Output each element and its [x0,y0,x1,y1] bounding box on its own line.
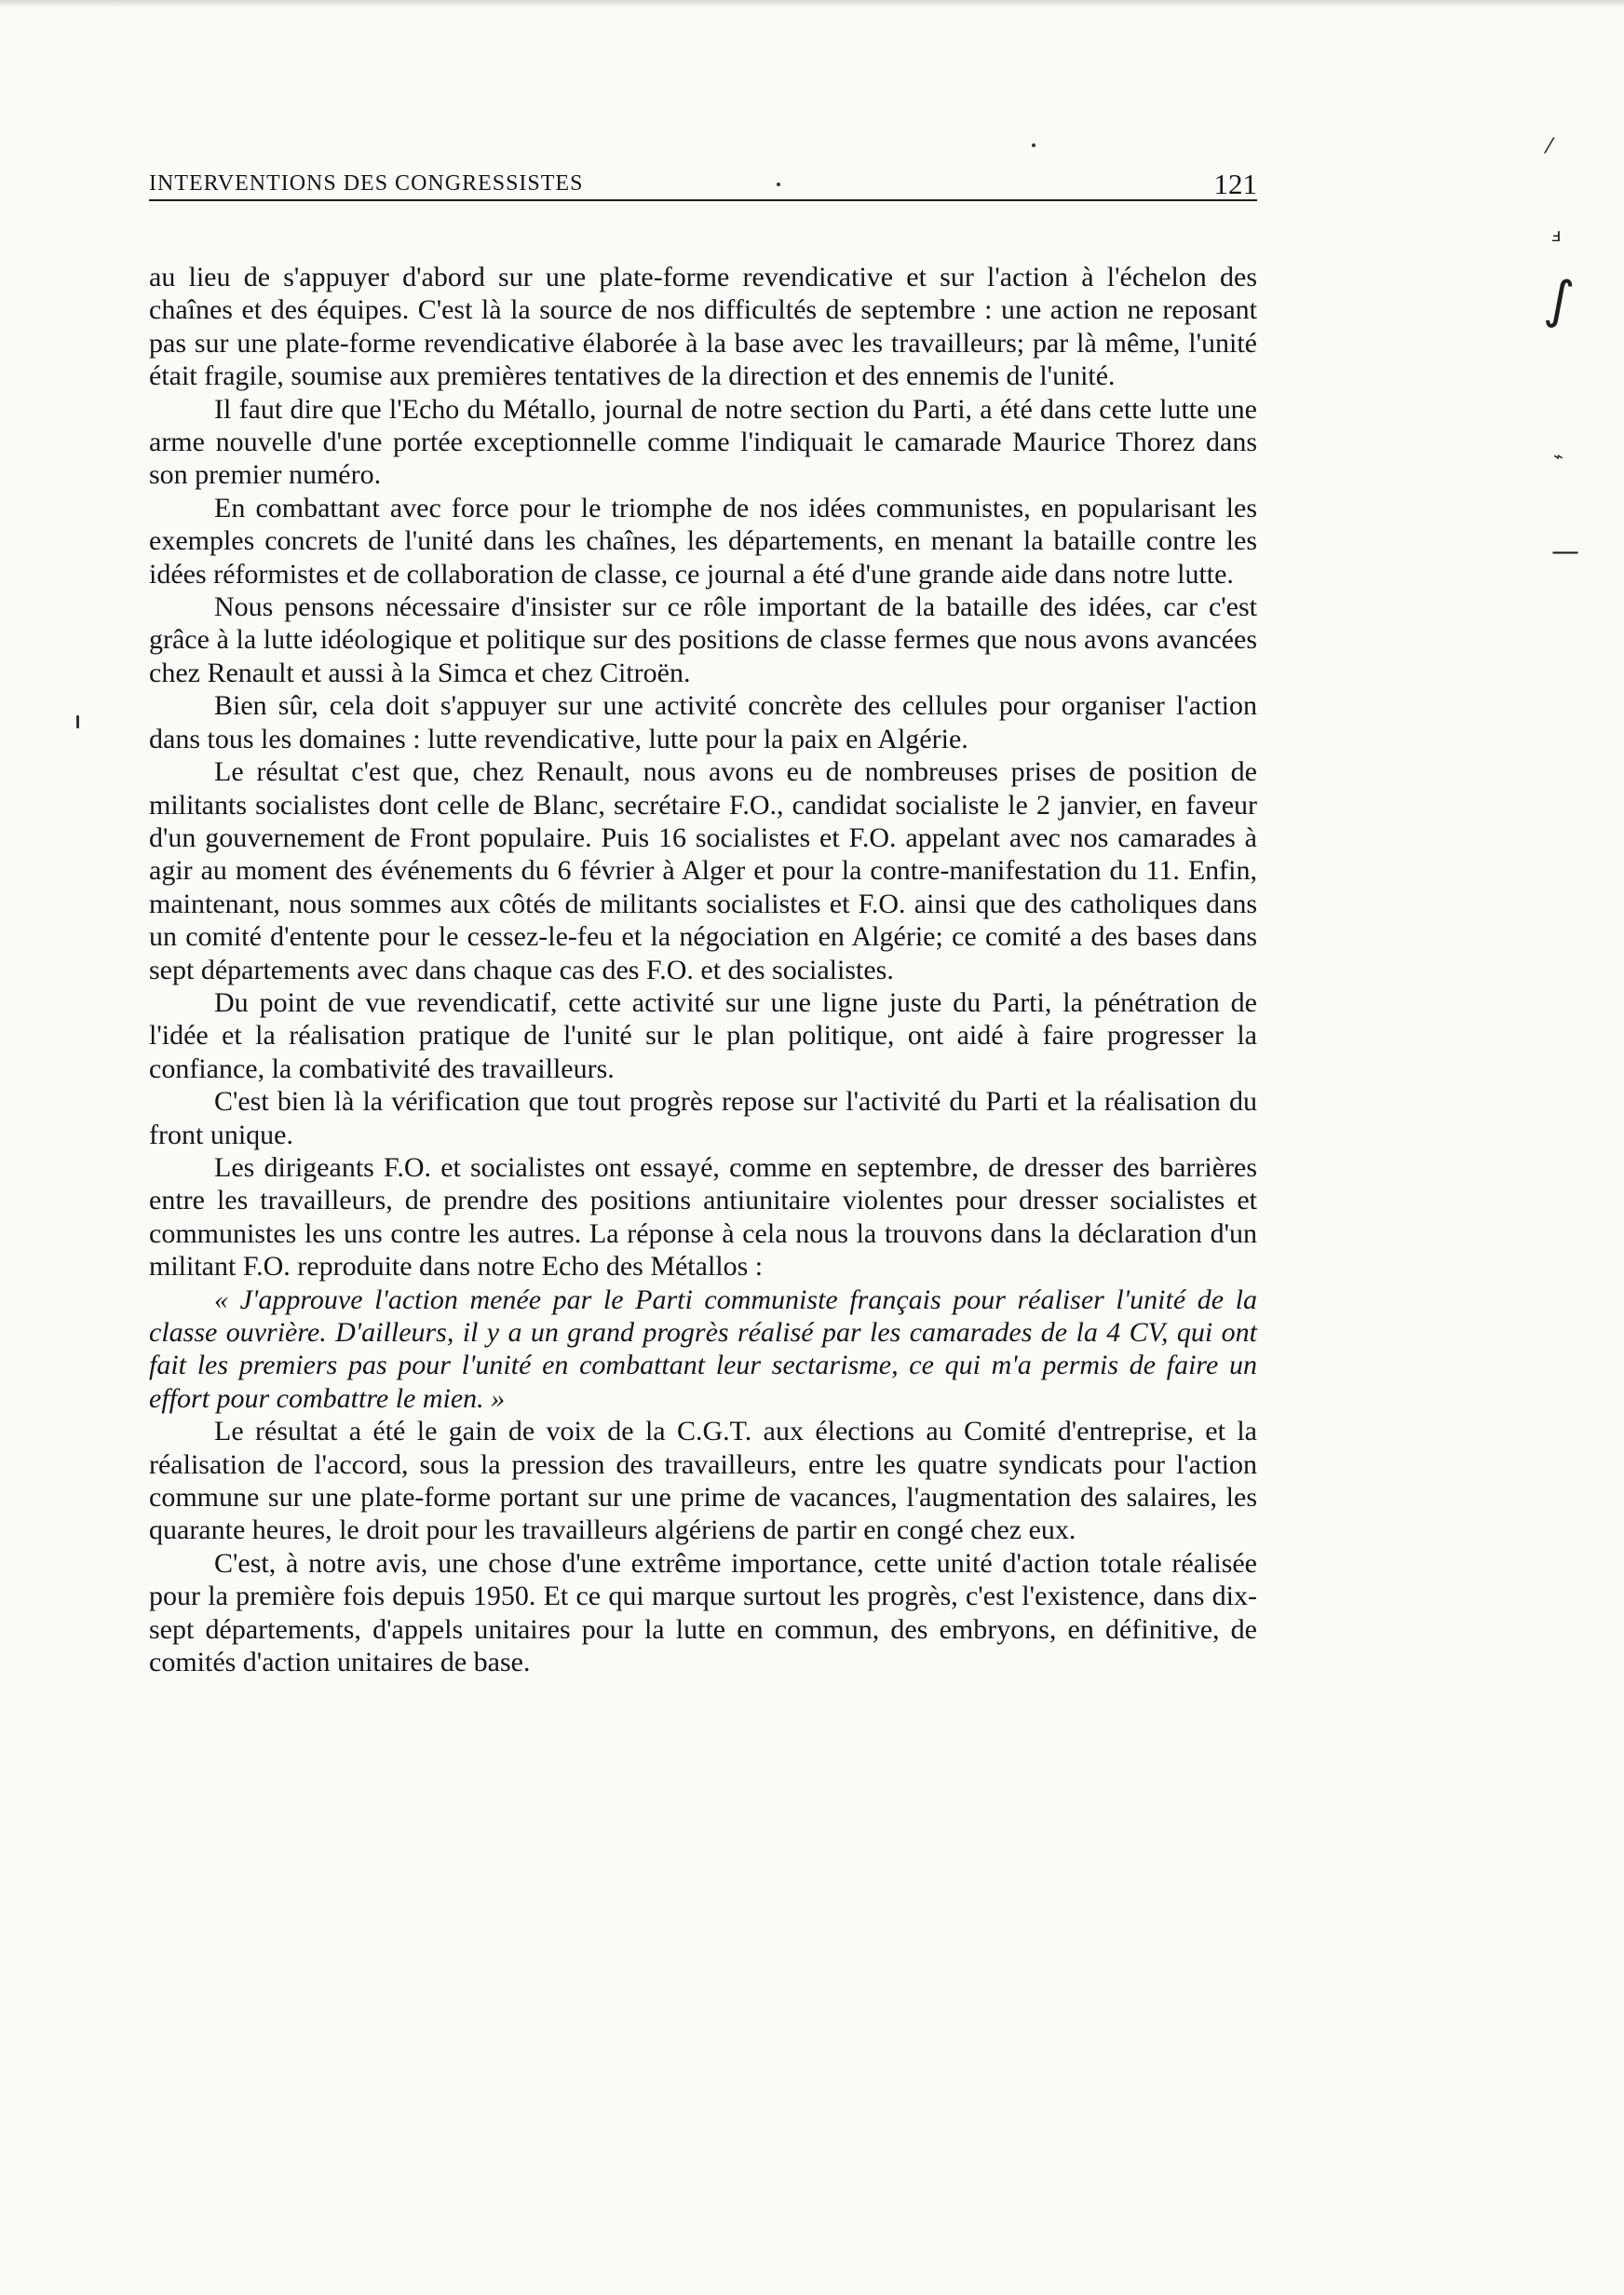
scan-speck [1032,143,1035,147]
paragraph-9: Les dirigeants F.O. et socialistes ont essayé, comme en septembre, de dresser des barrières entre les travailleurs, de prendre des positions antiunitaire violentes pour dresser socialistes et communistes les uns contre les autres. La réponse à cela nous la trouvons dans la déclaration d'un militant F.O. reproduite dans notre Echo des Métallos : [149,1151,1257,1283]
paragraph-8: C'est bien là la vérification que tout progrès repose sur l'activité du Parti et la réalisation du front unique. [149,1086,1257,1150]
paragraph-5: Bien sûr, cela doit s'appuyer sur une activité concrète des cellules pour organiser l'action dans tous les domaines : lutte revendicative, lutte pour la paix en Algérie. [149,690,1257,754]
paragraph-7: Du point de vue revendicatif, cette activité sur une ligne juste du Parti, la pénétration de l'idée et la réalisation pratique de l'unité sur le plan politique, ont aidé à faire progresser la confiance, la combativité des travailleurs. [149,986,1257,1084]
running-header [149,168,1257,201]
margin-mark: — [1551,536,1579,568]
margin-mark: ∫ [1541,268,1577,333]
running-title: INTERVENTIONS DES CONGRESSISTES [149,171,584,196]
body-text [149,261,1257,1678]
margin-mark: ⅎ [1551,224,1562,246]
paragraph-6: Le résultat c'est que, chez Renault, nous avons eu de nombreuses prises de position de militants socialistes dont celle de Blanc, secrétaire F.O., candidat socialiste le 2 janvier, en faveur d'un gouvernement de Front populaire. Puis 16 socialistes et F.O. appelant avec nos camarades à agir au moment des événements du 6 février à Alger et pour la contre-manifestation du 11. Enfin, maintenant, nous sommes aux côtés de militants socialistes et F.O. ainsi que des catholiques dans un comité d'entente pour le cessez-le-feu et la négociation en Algérie; ce comité a des bases dans sept départements avec dans chaque cas des F.O. et des socialistes. [149,756,1257,985]
paragraph-2: Il faut dire que l'Echo du Métallo, journal de notre section du Parti, a été dans cette lutte une arme nouvelle d'une portée exceptionnelle comme l'indiquait le camarade Maurice Thorez dans son premier numéro. [149,393,1257,491]
paragraph-12: C'est, à notre avis, une chose d'une extrême importance, cette unité d'action totale réalisée pour la première fois depuis 1950. Et ce qui marque surtout les progrès, c'est l'existence, dans dix-sept départements, d'appels unitaires pour la lutte en commun, des embryons, en définitive, de comités d'action unitaires de base. [149,1547,1257,1678]
paragraph-11: Le résultat a été le gain de voix de la C.G.T. aux élections au Comité d'entreprise, et la réalisation de l'accord, sous la pression des travailleurs, entre les quatre syndicats pour l'action commune sur une plate-forme portant sur une prime de vacances, l'augmentation des salaires, les quarante heures, le droit pour les travailleurs algériens de partir en congé chez eux. [149,1416,1257,1546]
margin-mark: ⌁ [1553,447,1563,467]
scan-speck [777,183,780,186]
page-number: 121 [1213,168,1257,200]
paragraph-4: Nous pensons nécessaire d'insister sur ce rôle important de la bataille des idées, car c'est grâce à la lutte idéologique et politique sur des positions de classe fermes que nous avons avancées chez Renault et aussi à la Simca et chez Citroën. [149,591,1257,688]
scan-speck [76,715,79,728]
quoted-declaration: « J'approuve l'action menée par le Parti communiste français pour réaliser l'unité de la classe ouvrière. D'ailleurs, il y a un grand progrès réalisé par les camarades de la 4 CV, qui ont fait les premiers pas pour l'unité en combattant leur sectarisme, ce qui m'a permis de faire un effort pour combattre le mien. » [149,1283,1257,1414]
paragraph-1: au lieu de s'appuyer d'abord sur une plate-forme revendicative et sur l'action à l'échelon des chaînes et des équipes. C'est là la source de nos difficultés de septembre : une action ne reposant pas sur une plate-forme revendicative élaborée à la base avec les travailleurs; par là même, l'unité était fragile, soumise aux premières tentatives de la direction et des ennemis de l'unité. [149,262,1257,392]
document-page [149,0,1257,2295]
margin-mark: ⁄ [1548,135,1551,158]
paragraph-3: En combattant avec force pour le triomphe de nos idées communistes, en popularisant les exemples concrets de l'unité dans les chaînes, les départements, en menant la bataille contre les idées réformistes et de collaboration de classe, ce journal a été d'une grande aide dans notre lutte. [149,492,1257,590]
